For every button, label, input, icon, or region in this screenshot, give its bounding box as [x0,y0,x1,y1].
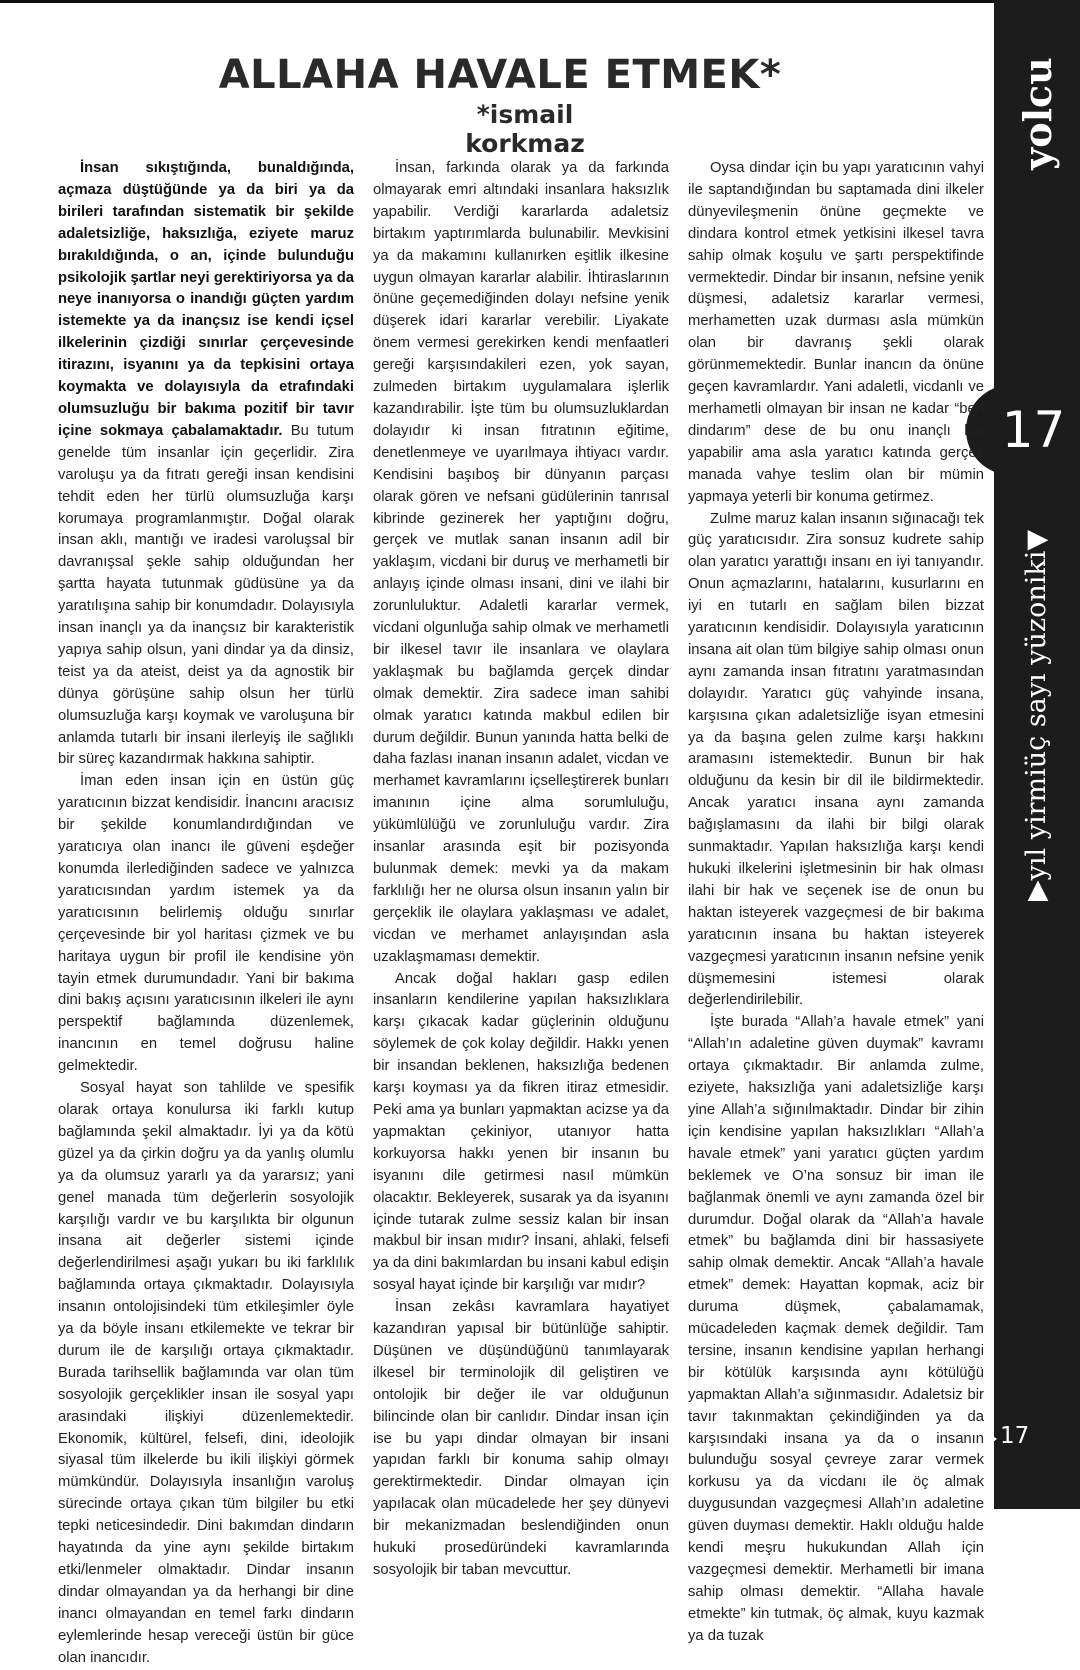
footer-page-number: 17 [1000,1423,1030,1449]
text-column-2 [373,158,669,1582]
lead-text: İnsan sıkıştığında, bunaldığında, açmaza düştüğünde ya da biri ya da birileri tarafından sistematik bir şekilde adaletsizliğe, haksızlığa, eziyete maruz bırakıldığında, o an, içinde bulunduğu psikolojik şartlar neyi gerektiriyorsa ya da neye inanıyorsa o inandığı güçten yardım istemekte ya da inançsız ise kendi içsel ilkelerinin çizdiği sınırlar çerçevesinde itirazını, isyanını ya da tepkisini ortaya koymakta ve dolayısıyla da etrafındaki olumsuzluğu bir bakıma pozitif bir tavır içine sokmaya çabalamaktadır. [58,160,354,439]
magazine-logo [1002,58,1072,168]
paragraph: Ancak doğal hakları gasp edilen insanların kendilerine yapılan haksızlıklara karşı çıkacak kadar güçlerinin olduğunu söylemek de çok kolay değildir. Hakkı yenen bir insandan beklenen, haksızlığa bedenen karşı koyması ya da fikren itiraz etmesidir. Peki ama ya bunları yapmaktan acizse ya da yapmaktan çekiniyor, utanıyor hatta korkuyorsa hakkı yenen bir insanın bu isyanını dile getirmesi nasıl mümkün olacaktır. Bekleyerek, susarak ya da isyanını içinde tutarak zulme sessiz kalan bir insan makbul bir insan mıdır? İnsani, ahlaki, felsefi ya da dini bakımlardan bu insani kabul edişin sosyal hayat içinde bir karşılığı var mıdır? [373,970,669,1294]
paragraph: İman eden insan için en üstün güç yaratıcının bizzat kendisidir. İnancını aracısız bir şekilde konumlandırdığından ve yaratıcıya olan inancı ile güveni eşdeğer konumda ilerlediğinden sadece ve yalnızca yaratıcısından yardım istemek ya da yaratıcısının belirlemiş olduğu sınırlar çerçevesinde bir yol haritası çizmek ve bu haritaya uygun bir profil ile kendisine yön tayin etmek durumundadır. Yani bir bakıma dini bakış açısını yaratıcısının ilkeleri ile aynı perspektif bağlamında düzenlemek, inancının en temel doğrusu haline gelmektedir. [58,773,354,1075]
footer-arrow-icon [987,1432,997,1446]
paragraph: Sosyal hayat son tahlilde ve spesifik olarak ortaya konulursa iki farklı kutup bağlamında şekil almaktadır. İyi ya da kötü güzel ya da çirkin doğru ya da yanlış olumlu ya da olumsuz yararlı ya da yararsız; yani genel manada tüm değerlerin sosyolojik karşılığı vardır ve bu karşılıkta bir olgunun insana ait değerler sistemi içinde değerlendirilmesi aşağı yukarı bu iki farklılık bağlamında ortaya çıkmaktadır. Dolayısıyla insanın ontolojisindeki tüm etkileşimler öyle ya da böyle insanı etkilemekte ve tekrar bir durum ile de karşılığı ortaya çıkmaktadır. Burada tarihsellik bağlamında var olan tüm sosyolojik gerçeklikler insan ile sosyal yapı arasındaki ilişkiyi düzenlemektedir. Ekonomik, kültürel, felsefi, dini, ideolojik siyasal tüm ilkelerde bu ikili ilişkiyi görmek mümkündür. Dolayısıyla insanlığın varoluş sürecinde ortaya çıkan tüm bilgiler bu etki tepki neticesindedir. Dini bakımdan dindarın hayatında da yine aynı şekilde birtakım etki/lenmeler olmaktadır. Dindar insanın dindar olmayandan ya da herhangi bir dine inancı olmayandan en temel farkı dindarın eylemlerinde hesap vereceği üstün bir güce olan inancıdır. [58,1080,354,1666]
paragraph: Oysa dindar için bu yapı yaratıcının vahyi ile saptandığından bu saptamada dini ilkeler dünyevileşmenin önüne geçmekte ve dindara kontrol etmek yetkisini ilkesel tavra sahip olmak koşulu ve şartı perspektifinde vermektedir. Dindar bir insanın, nefsine yenik düşmesi, adaletsiz kararlar vermesi, merhametten uzak durması asla mümkün olan bir davranış şekli olarak görünmemektedir. Bunlar inancın da önüne geçen kavramlardır. Yani adaletli, vicdanlı ve merhametli olmayan bir insan ne kadar “ben dindarım” dese de bu onu inançlı biri yapabilir ama asla yaratıcı katında gerçek manada vahye teslim olan bir mümin yapmaya yeterli bir konuma getirmez. [688,160,984,505]
article-author: *ismail korkmaz [465,100,585,158]
paragraph [58,158,354,771]
magazine-name: yolcu [1014,56,1060,170]
top-rule [0,0,1080,3]
page-number: 17 [1001,401,1066,459]
paragraph: Zulme maruz kalan insanın sığınacağı tek güç yaratıcısıdır. Zira sonsuz kudrete sahip olan yaratıcı yarattığı insanı en iyi tanıyandır. Onun açmazlarını, hatalarını, kusurlarını en iyi en tutarlı en sağlam bilen bizzat yaratıcının kendisidir. Dolayısıyla yaratıcının insana ait olan tüm bilgiye sahip olması onun aynı zamanda insan fıtratını yaratmasından dolayıdır. Yaratıcı güç vahyinde insana, karşısına çıkan adaletsizliğe isyan etmesini ya da başına gelen zulme karşı hakkını aramasını istemektedir. Bunun bir hak olduğunu da kesin bir dil ile bildirmektedir. Ancak yaratıcı insana aynı zamanda bağışlamasını da ilahi bir bilgi olarak sunmaktadır. Yapılan haksızlığa karşı kendi hukuki ilkelerini işletmesinin bir hak olması ilahi bir hak ve seçenek ise de onun bu haktan isteyerek vazgeçmesi de bir bakıma yaratıcının insana bu haktan isteyerek vazgeçmesi yaratıcının insanın nefsine yenik düşmemesini istemesi olarak değerlendirilebilir. [688,510,984,1009]
paragraph: İnsan zekâsı kavramlara hayatiyet kazandıran yapısal bir bütünlüğe sahiptir. Düşünen ve düşündüğünü tanımlayarak ilkesel bir terminolojik dil geliştiren ve ontolojik bir değer ile var olduğunun bilincinde olan bir canlıdır. Dindar insan için ise bu yapı dindar olmayan bir insani yapıdan farklı bir konuma sahip olmayı gerektirmektedir. Dindar olmayan için yapılacak olan mücadelede her şey dünyevi bir mekanizmadan beslendiğinden onun hukuki prosedüründeki kavramlarında sosyolojik bir taban mevcuttur. [373,1299,669,1578]
text-column-3 [688,158,984,1648]
article-title: ALLAHA HAVALE ETMEK* [218,52,782,98]
text-column-1 [58,158,354,1670]
paragraph: İnsan, farkında olarak ya da farkında olmayarak emri altındaki insanlara haksızlık yapabilir. Verdiği kararlarda adaletsiz birtakım yaptırımlarda bulunabilir. Mevkisini ya da makamını kullanırken eşitlik ilkesine uygun olmayan kararlar alabilir. İhtiraslarının önüne geçemediğinden dolayı nefsine yenik düşerek idari kararlar verebilir. Liyakate önem vermesi gerekirken kendi menfaatleri gereği karşısındakileri ezen, yok sayan, zulmeden birtakım uygulamalara işlerlik kazandırabilir. İşte tüm bu olumsuzluklardan dolayıdır ki insan fıtratının eğitime, denetlenmeye ve uyarılmaya ihtiyacı vardır. Kendisini başıboş bir dünyanın parçası olarak gören ve nefsani güdülerinin tanrısal kibrinde gezinerek her yaptığını doğru, gerçek ve mutlak sanan insanın adil bir yaklaşım, vicdani bir duruş ve merhametli bir anlayış içinde olması insani, dini ve ilahi bir zorunluluktur. Adaletli kararlar vermek, vicdani olgunluğa sahip olmak ve merhametli bir ilkesel tavır ile insanlara ve olaylara yaklaşmak bu bağlamda gerçek dindar olmak demektir. Zira sadece iman sahibi olmak yaratıcı katında makbul edilen bir durum değildir. Bunun yanında hatta belki de daha fazlası inanan insanın adalet, vicdan ve merhamet kavramlarını içselleştirerek bunları imanının içine alma sorumluluğu, yükümlülüğü ve zorunluluğu vardır. Zira insanlar arasında eşit bir pozisyonda bulunmak demek: mevki ya da makam farklılığı her ne olursa olsun insanın yalın bir gerçeklik ile olaylara yaklaşması ve adalet, vicdan ve merhamet anlayışından asla uzaklaşmaması demektir. [373,160,669,965]
issue-label-wrap [994,520,1080,910]
paragraph: İşte burada “Allah’a havale etmek” yani “Allah’ın adaletine güven duymak” kavramı ortaya çıkmaktadır. Bir anlamda zulme, eziyete, haksızlığa yani adaletsizliğe karşı yine Allah’a sığınılmaktadır. Dindar bir zihin için kendisine yapılan haksızlıkları “Allah’a havale etmek” yani yaratıcı güçten yardım beklemek ve O’na sonsuz bir iman ile bağlanmak önemli ve aynı zamanda özel bir durumdur. Doğal olarak da “Allah’a havale etmek” bu bağlamda dini bir hassasiyete sahip olmak demektir. Ancak “Allah’a havale etmek” demek: Hayattan kopmak, aciz bir duruma düşmek, çabalamamak, mücadeleden kaçmak demek değildir. Tam tersine, insanın kendisine yapılan herhangi bir kötülük karşısında aynı kötülüğü yapmaktan Allah’a sığınmasıdır. Adaletsiz bir tavır takınmaktan çekindiğinden ya da karşısındaki insana ya da o insanın bulunduğu sosyal çevreye zarar vermek korkusu ya da vicdanı ile öç almak duygusundan vazgeçmesi Allah’ın adaletine güven duyması demektir. Haklı olduğu halde kendi meşru hukukundan Allah için vazgeçmesi demektir. Merhametli bir imana sahip olması demektir. “Allaha havale etmekte” kin tutmak, öç almak, kuyu kazmak ya da tuzak [688,1014,984,1644]
issue-label: ▶yıl yirmiüç sayı yüzoniki▼ [1021,529,1053,901]
paragraph-text: Bu tutum genelde tüm insanlar için geçerlidir. Zira varoluşu ya da fıtratı gereği insan kendisini tehdit eden her türlü olumsuzluğa karşı korumaya programlanmıştır. Doğal olarak insan aklı, mantığı ve iradesi varoluşsal bir davranışsal şekle sahip olduğundan her şartta hayata tutunmak güdüsüne ya da yaratılışına sahip bir konumdadır. Dolayısıyla insan inançlı ya da inançsız bir karakteristik yapıya sahip olsun, yani dindar ya da dinsiz, teist ya da ateist, deist ya da agnostik bir dünya görüşüne sahip olsun her türlü olumsuzluğa karşı koymak ve varoluşuna bir anlamda tutarlı bir insani ilerleyiş ile sağlıklı bir süreç kazandırmak hakkına sahiptir. [58,422,354,768]
